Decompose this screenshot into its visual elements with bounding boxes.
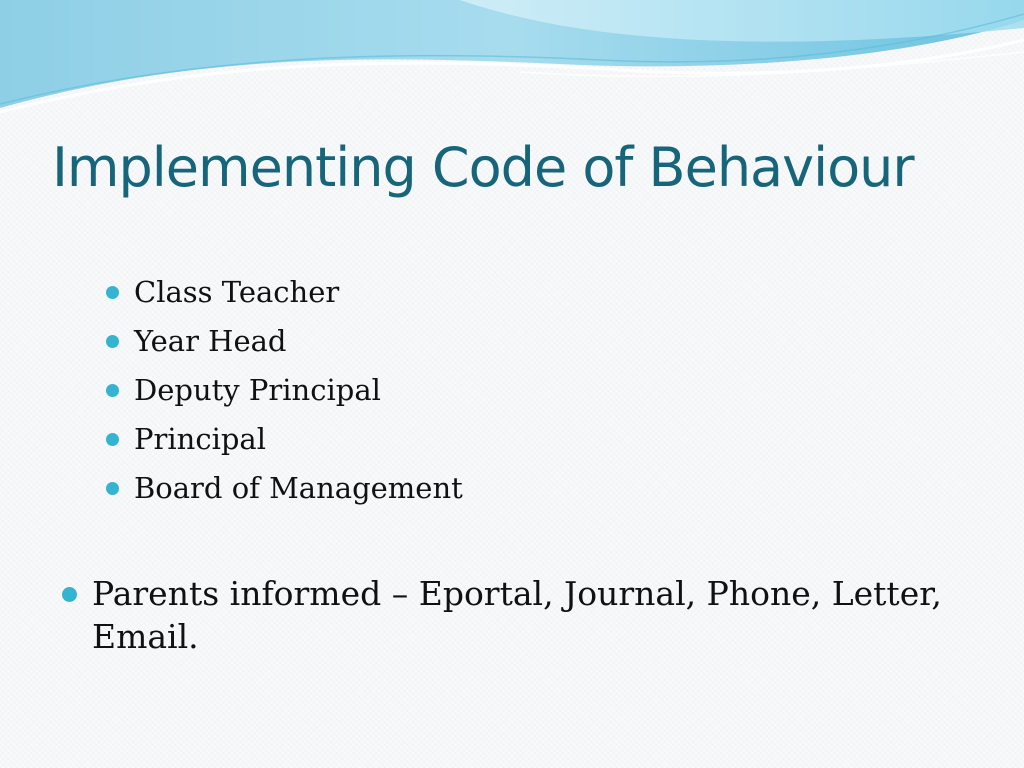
bullet-icon (106, 335, 119, 348)
list-item (104, 415, 463, 464)
bullet-icon (106, 482, 119, 495)
bullet-icon (62, 587, 77, 602)
list-item-label: Board of Management (134, 471, 463, 505)
bullet-icon (106, 384, 119, 397)
list-item (104, 366, 463, 415)
bullet-icon (106, 433, 119, 446)
slide-title: Implementing Code of Behaviour (52, 136, 914, 199)
bullet-icon (106, 286, 119, 299)
escalation-list (104, 268, 463, 513)
list-item-label: Year Head (134, 324, 287, 358)
main-bullet-point (62, 572, 942, 658)
list-item-label: Class Teacher (134, 275, 340, 309)
list-item-label: Deputy Principal (134, 373, 381, 407)
list-item (104, 464, 463, 513)
list-item-label: Principal (134, 422, 266, 456)
main-point-text: Parents informed – Eportal, Journal, Phone, Letter, Email. (92, 574, 942, 656)
header-wave-decoration (0, 0, 1024, 130)
list-item (104, 268, 463, 317)
list-item (104, 317, 463, 366)
